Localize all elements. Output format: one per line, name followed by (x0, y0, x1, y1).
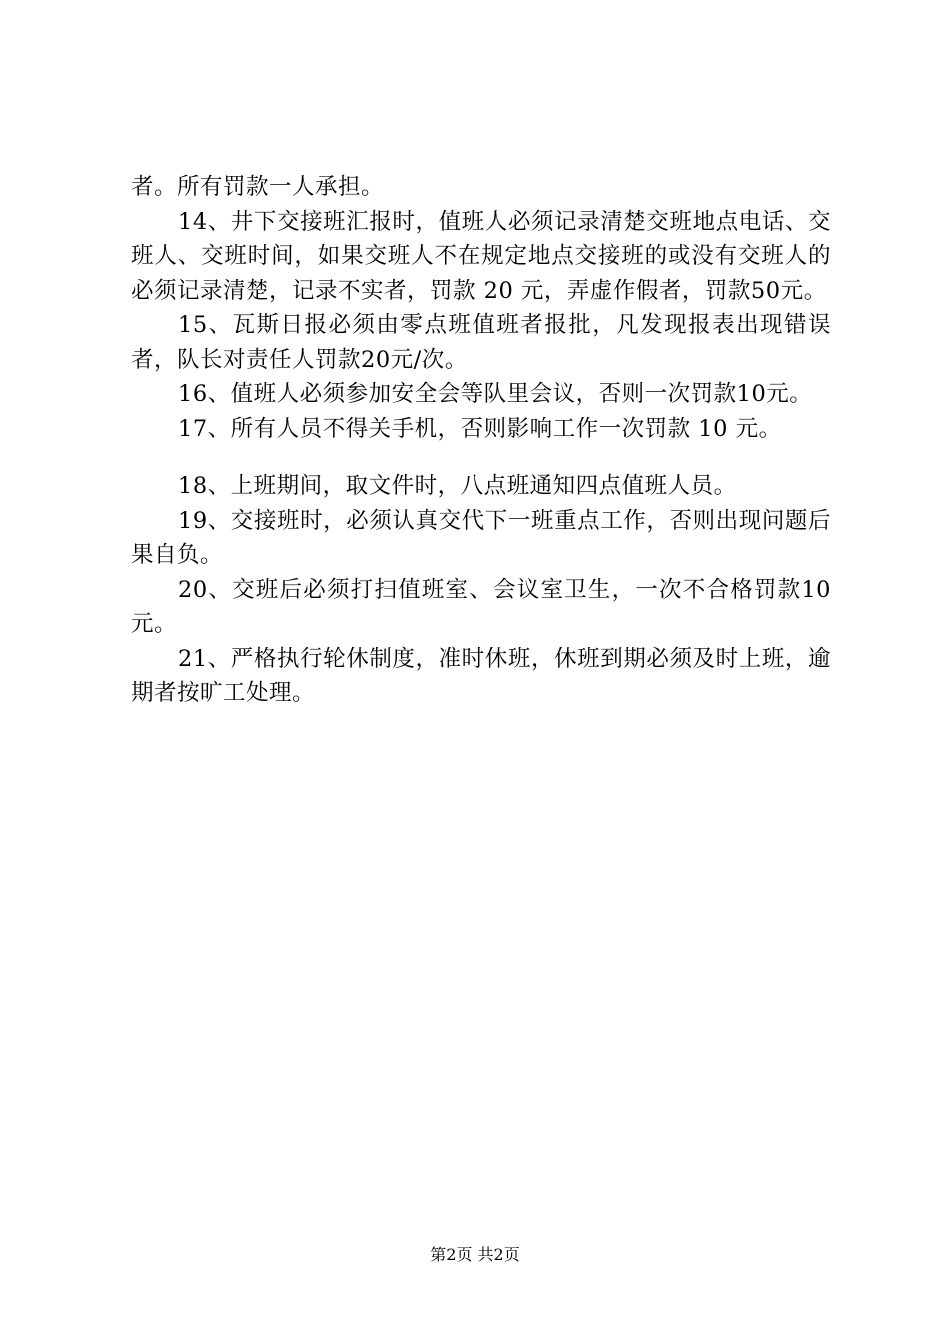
page-footer: 第2页 共2页 (430, 1245, 520, 1264)
paragraph-rule-21: 21、严格执行轮休制度，准时休班，休班到期必须及时上班，逾期者按旷工处理。 (131, 645, 831, 706)
paragraph-rule-19: 19、交接班时，必须认真交代下一班重点工作，否则出现问题后果自负。 (131, 507, 831, 568)
paragraph-rule-20: 20、交班后必须打扫值班室、会议室卫生，一次不合格罚款10元。 (131, 576, 831, 637)
paragraph-rule-15: 15、瓦斯日报必须由零点班值班者报批，凡发现报表出现错误者，队长对责任人罚款20元/次。 (131, 312, 831, 373)
paragraph-rule-16: 16、值班人必须参加安全会等队里会议，否则一次罚款10元。 (178, 381, 813, 407)
paragraph-rule-17: 17、所有人员不得关手机，否则影响工作一次罚款 10 元。 (178, 415, 782, 442)
paragraph-rule-18: 18、上班期间，取文件时，八点班通知四点值班人员。 (178, 473, 737, 499)
paragraph-rule-14: 14、井下交接班汇报时，值班人必须记录清楚交班地点电话、交班人、交班时间，如果交班人不在规定地点交接班的或没有交班人的必须记录清楚，记录不实者，罚款 20 元，弄虚作假者，罚款50元。 (131, 208, 831, 304)
paragraph-continuation: 者。所有罚款一人承担。 (131, 174, 385, 200)
document-body (131, 170, 831, 711)
paragraph-spacer (131, 446, 831, 469)
